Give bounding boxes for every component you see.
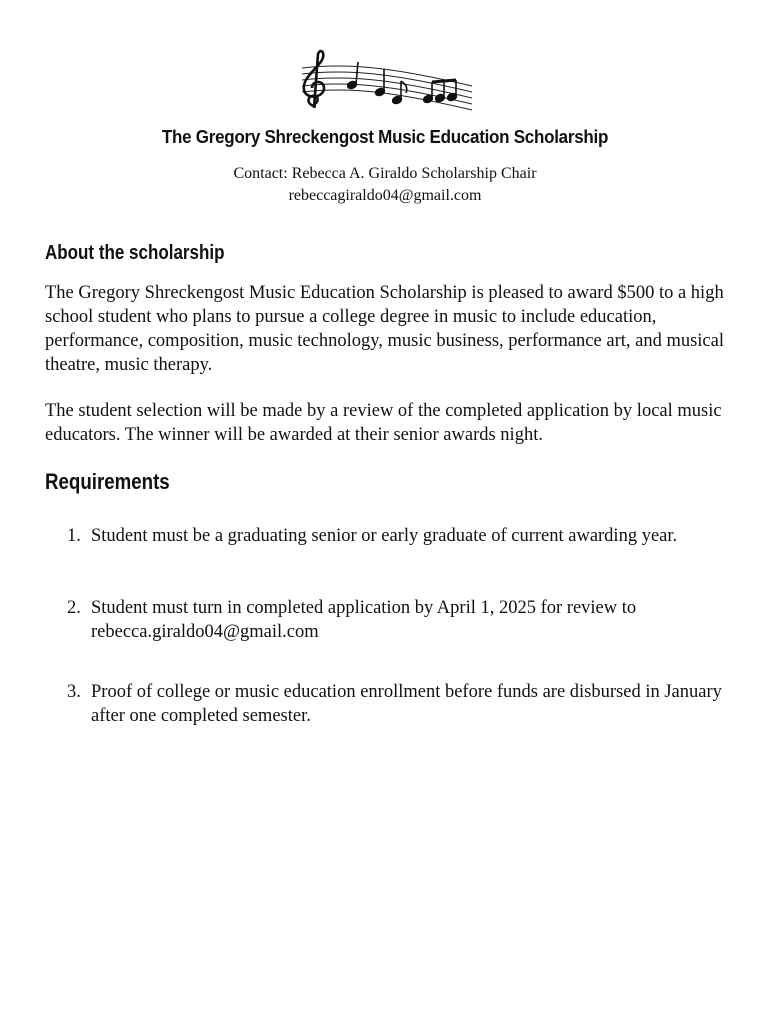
- requirement-number: 3.: [67, 682, 81, 702]
- contact-block: [0, 163, 770, 207]
- document-title: The Gregory Shreckengost Music Education Scholarship: [161, 126, 609, 147]
- contact-line: Contact: Rebecca A. Giraldo Scholarship Chair: [233, 165, 537, 182]
- about-paragraph-1: The Gregory Shreckengost Music Education Scholarship is pleased to award $500 to a high school student who plans to pursue a college degree in music to include education, performance, composition, music technology, music business, performance art, and musical theatre, music therapy.: [45, 283, 724, 375]
- contact-email: rebeccagiraldo04@gmail.com: [288, 187, 482, 204]
- requirement-text: Student must be a graduating senior or early graduate of current awarding year.: [91, 526, 678, 546]
- requirements-heading: Requirements: [45, 469, 170, 494]
- requirement-text: Student must turn in completed application by April 1, 2025 for review to rebecca.giraldo04@gmail.com: [91, 598, 637, 642]
- about-paragraph-2: The student selection will be made by a review of the completed application by local music educators. The winner will be awarded at their senior awards night.: [45, 401, 722, 445]
- requirement-text: Proof of college or music education enrollment before funds are disbursed in January after one completed semester.: [91, 682, 722, 726]
- requirement-number: 1.: [67, 526, 81, 546]
- music-staff-notes-icon: [294, 48, 476, 120]
- about-heading: About the scholarship: [45, 242, 225, 264]
- requirement-number: 2.: [67, 598, 81, 618]
